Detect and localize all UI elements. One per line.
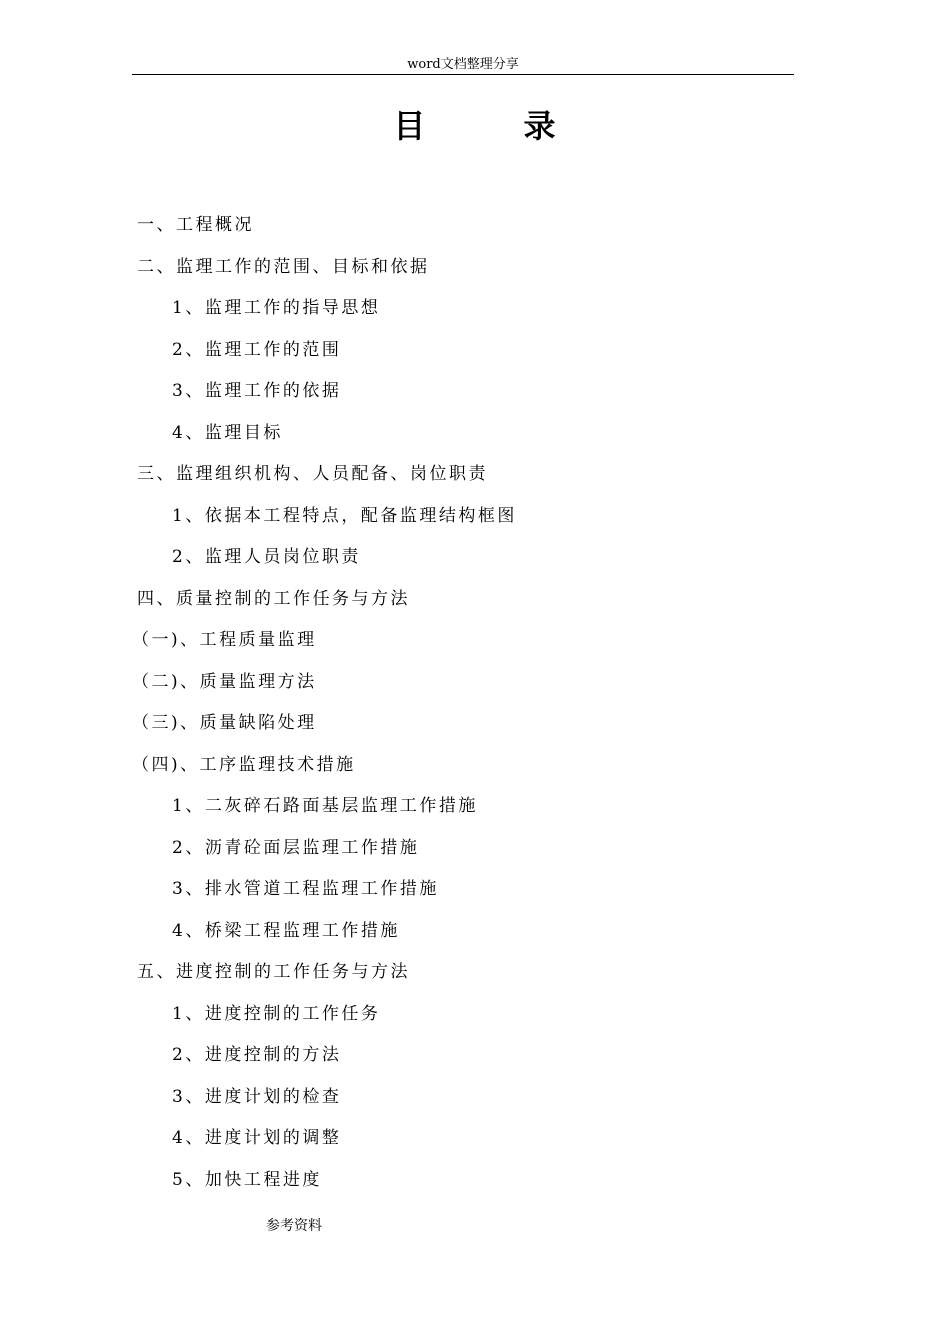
toc-entry: 四、质量控制的工作任务与方法 [137,589,410,609]
toc-entry: 3、监理工作的依据 [172,381,342,401]
toc-entry: 一、工程概况 [137,215,254,235]
toc-entry: 2、监理工作的范围 [172,340,342,360]
toc-entry: 2、进度控制的方法 [172,1045,342,1065]
toc-entry: 五、进度控制的工作任务与方法 [137,962,410,982]
toc-entry: 5、加快工程进度 [172,1170,322,1190]
toc-entry: （二)、质量监理方法 [132,672,317,692]
toc-entry: （三)、质量缺陷处理 [132,713,317,733]
toc-entry: 2、沥青砼面层监理工作措施 [172,838,420,858]
toc-entry: 二、监理工作的范围、目标和依据 [137,257,430,277]
page-header [132,56,794,75]
toc-entry: （一)、工程质量监理 [132,630,317,650]
toc-entry: 1、二灰碎石路面基层监理工作措施 [172,796,478,816]
page-header-text: word文档整理分享 [407,57,519,72]
toc-entry: 3、排水管道工程监理工作措施 [172,879,439,899]
toc-entry: 4、进度计划的调整 [172,1128,342,1148]
toc-entry: 2、监理人员岗位职责 [172,547,361,567]
page-footer-text: 参考资料 [266,1218,322,1234]
toc-entry: （四)、工序监理技术措施 [132,755,356,775]
page-footer [266,1216,322,1236]
toc-entry: 三、监理组织机构、人员配备、岗位职责 [137,464,488,484]
toc-entry: 1、监理工作的指导思想 [172,298,381,318]
toc-entry: 1、进度控制的工作任务 [172,1004,381,1024]
toc-entry: 1、依据本工程特点，配备监理结构框图 [172,506,517,526]
toc-entry: 4、监理目标 [172,423,283,443]
toc-entry: 4、桥梁工程监理工作措施 [172,921,400,941]
document-title: 目 录 [393,107,557,145]
toc-entry: 3、进度计划的检查 [172,1087,342,1107]
